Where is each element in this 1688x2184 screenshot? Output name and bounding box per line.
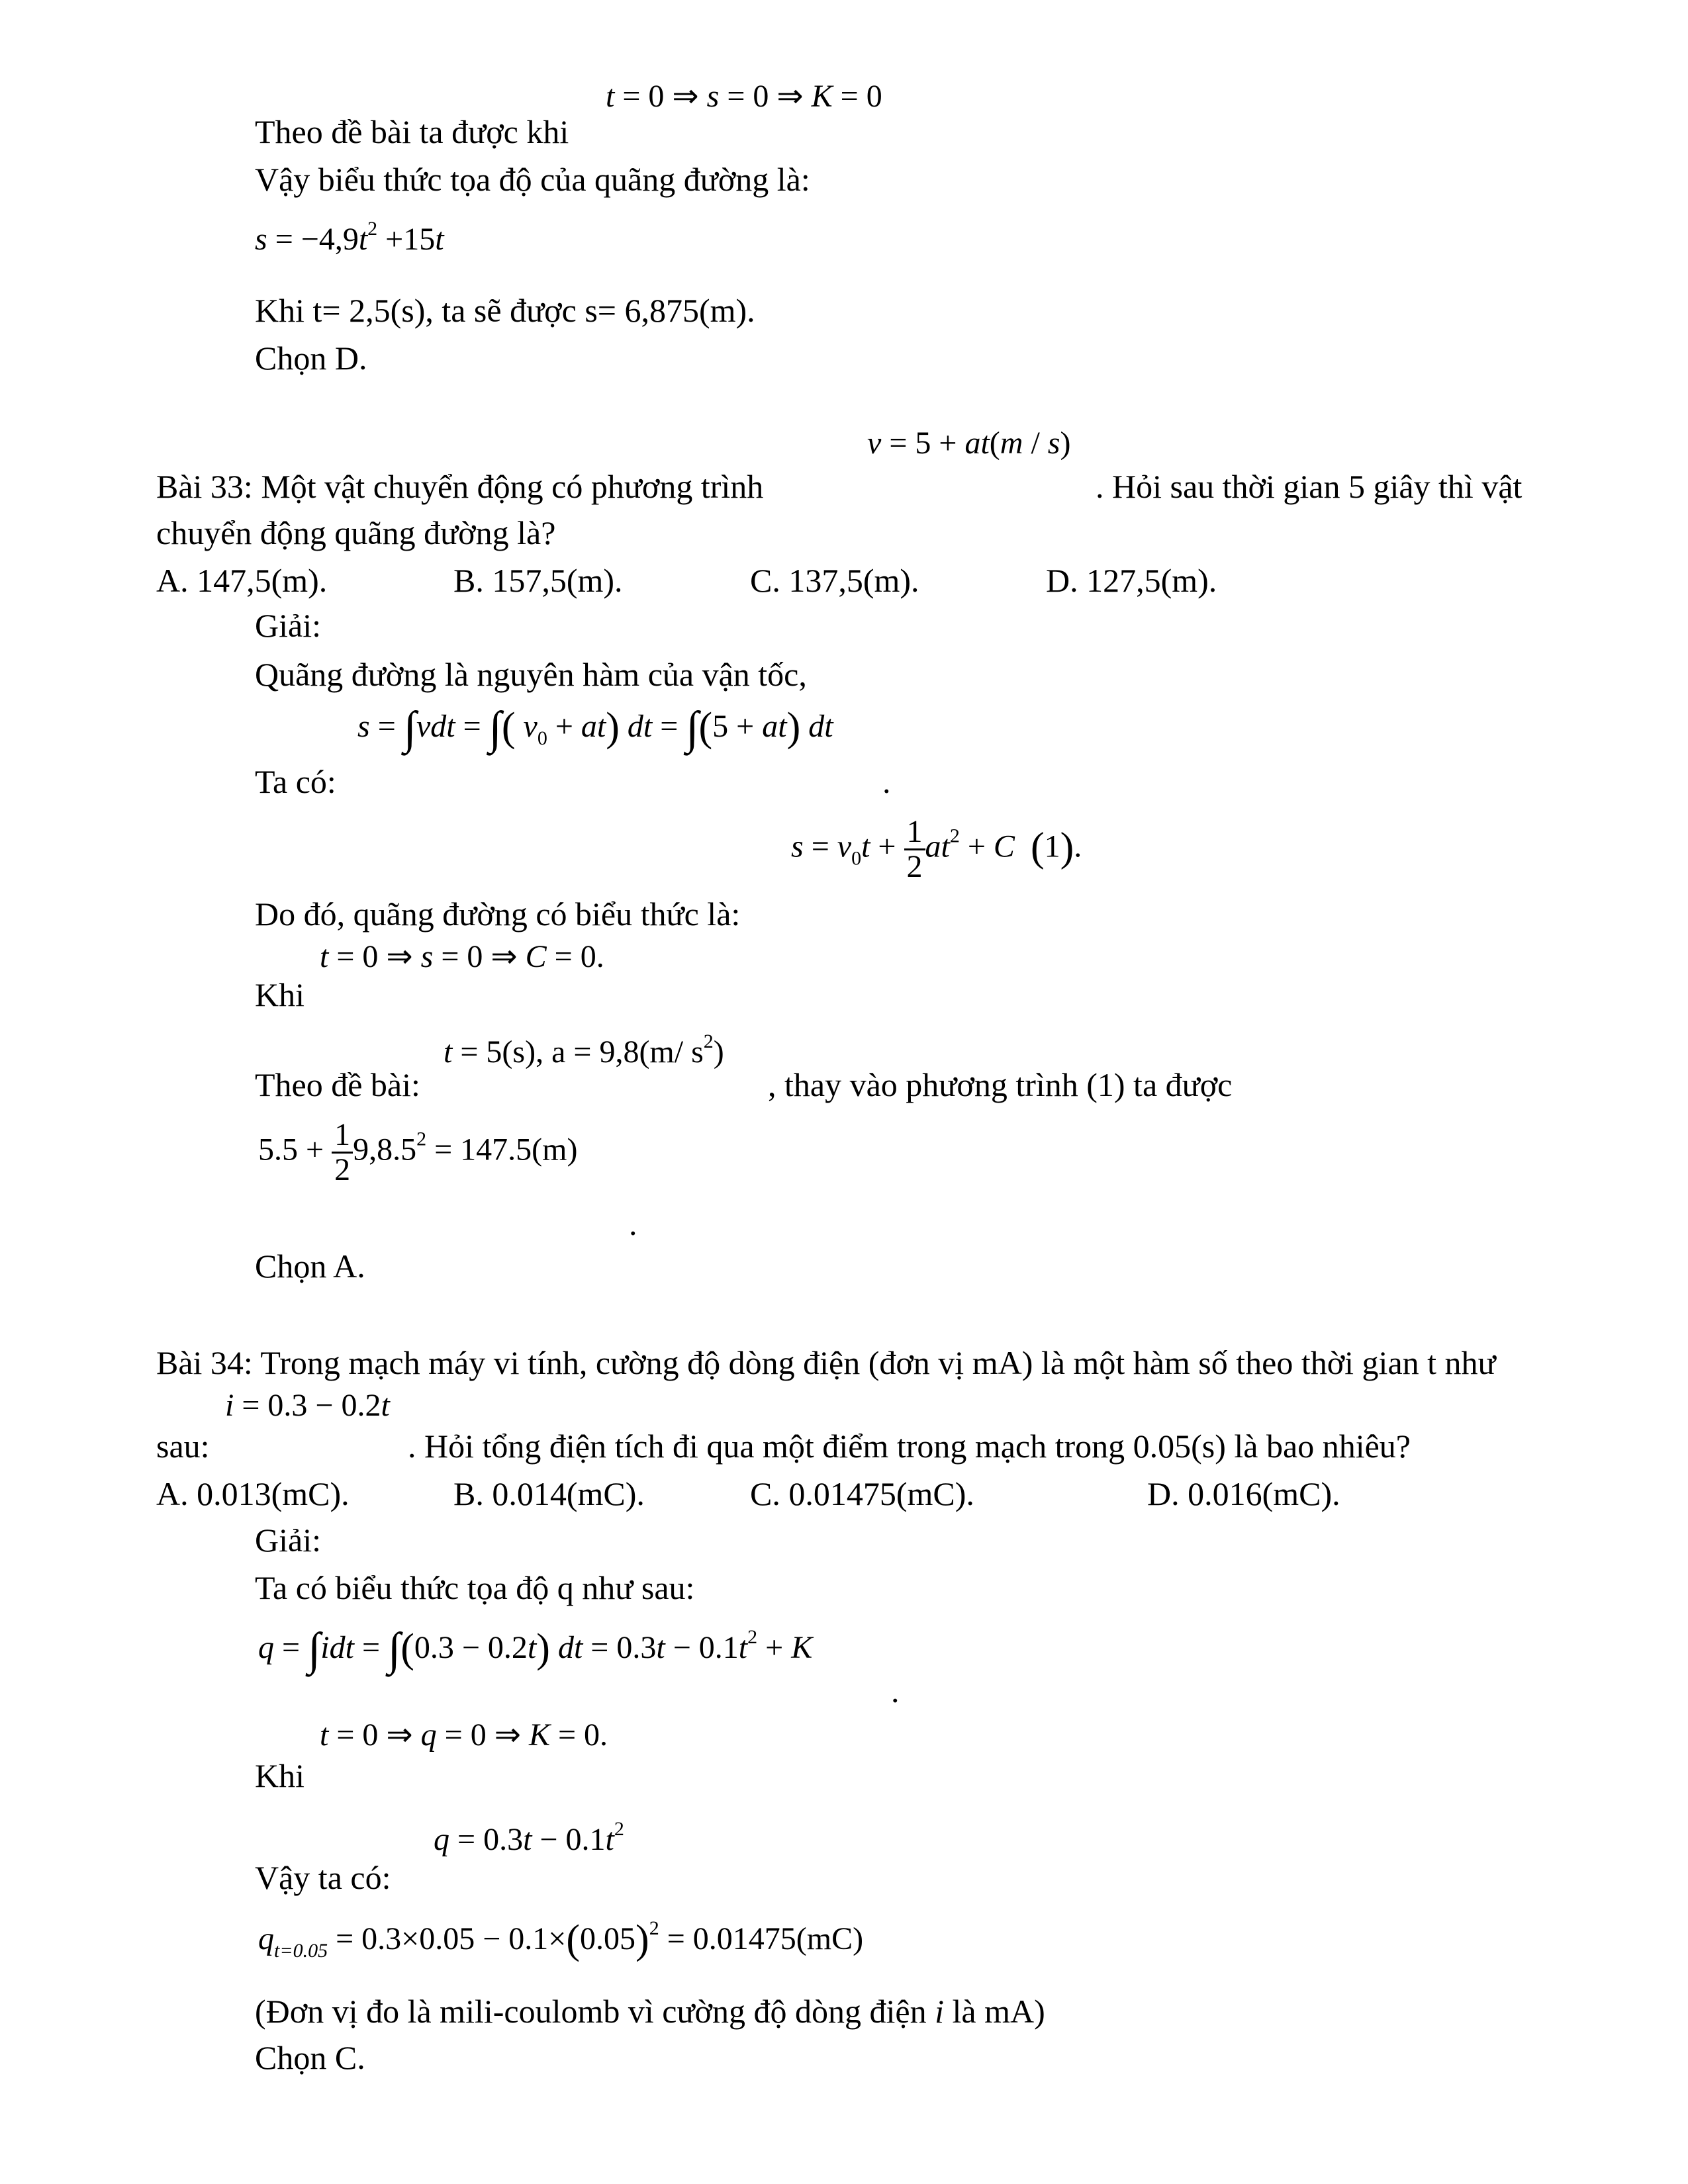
text-line: Khi xyxy=(255,976,305,1013)
formula-distance: $s = -4,9t^2 +15t$ xyxy=(255,218,444,257)
text-line: Quãng đường là nguyên hàm của vận tốc, xyxy=(255,656,807,693)
question-33-line2: chuyển động quãng đường là? xyxy=(156,514,556,551)
question-34-line2: . Hỏi tổng điện tích đi qua một điểm trong mạch trong 0.05(s) là bao nhiêu? xyxy=(408,1428,1411,1465)
option-c: C. 137,5(m). xyxy=(750,562,919,599)
question-33-part1: Bài 33: Một vật chuyển động có phương trình xyxy=(156,468,764,505)
choice-answer: Chọn D. xyxy=(255,340,367,377)
text-line: Ta có: xyxy=(255,763,336,800)
note: (Đơn vị đo là mili-coulomb vì cường độ dòng điện i là mA) xyxy=(255,1993,1045,2030)
text-line: Khi t= 2,5(s), ta sẽ được s= 6,875(m). xyxy=(255,292,755,329)
text-line: Ta có biểu thức tọa độ q như sau: xyxy=(255,1569,695,1606)
period: . xyxy=(882,763,891,800)
option-d: D. 0.016(mC). xyxy=(1147,1475,1340,1512)
choice-answer: Chọn C. xyxy=(255,2039,365,2076)
period: . xyxy=(891,1672,900,1709)
formula-velocity: v = 5 + at(m / s) xyxy=(867,426,1071,461)
text-line: Theo đề bài: xyxy=(255,1066,420,1103)
formula-initial-k: t = 0 ⇒ q = 0 ⇒ K = 0. xyxy=(320,1717,608,1752)
solution-heading: Giải: xyxy=(255,1522,321,1559)
formula-initial-condition: t = 0 ⇒ s = 0 ⇒ K = 0 xyxy=(606,79,882,114)
formula-final: $q_{t=0.05} = 0.3\times 0.05 - 0.1\times(0.05)^2 = 0.01475(mC)$ xyxy=(258,1917,864,1962)
option-d: D. 127,5(m). xyxy=(1046,562,1217,599)
option-a: A. 0.013(mC). xyxy=(156,1475,350,1512)
choice-answer: Chọn A. xyxy=(255,1248,365,1285)
option-c: C. 0.01475(mC). xyxy=(750,1475,974,1512)
formula-integral-charge: q = ∫idt = ∫(0.3 − 0.2t) dt = $0.3t - 0.1t^2 + K$ xyxy=(258,1624,813,1675)
formula-current: i = 0.3 − 0.2t xyxy=(225,1388,390,1423)
period: . xyxy=(629,1205,637,1242)
text-line: Khi xyxy=(255,1757,305,1794)
option-a: A. 147,5(m). xyxy=(156,562,328,599)
formula-charge: $q = 0.3t - 0.1t^2$ xyxy=(434,1818,624,1857)
formula-distance-general: $s = v_0t$ + $\frac{1}{2}$ $at^2 + C$ (1). xyxy=(791,814,1082,884)
question-34-line1: Bài 34: Trong mạch máy vi tính, cường độ dòng điện (đơn vị mA) là một hàm số theo thời gian t như xyxy=(156,1344,1496,1381)
text-line: Vậy biểu thức tọa độ của quãng đường là: xyxy=(255,161,810,198)
text-line: Do đó, quãng đường có biểu thức là: xyxy=(255,895,741,933)
question-34-sau: sau: xyxy=(156,1428,210,1465)
formula-integral-distance: s = ∫vdt = ∫( $v_0 + at$) dt = ∫(5 + at) dt xyxy=(357,703,833,754)
text-line: Vậy ta có: xyxy=(255,1859,391,1896)
formula-result: 5.5 + $\frac{1}{2}$ $9,8.5^2 = 147.5(m)$ xyxy=(258,1117,578,1187)
formula-initial-c: t = 0 ⇒ s = 0 ⇒ C = 0. xyxy=(320,939,604,974)
formula-given-values: t = 5(s), a = 9,8(m/ $s^2$) xyxy=(444,1030,724,1069)
text-line: , thay vào phương trình (1) ta được xyxy=(768,1066,1233,1103)
question-33-part2: . Hỏi sau thời gian 5 giây thì vật xyxy=(1096,468,1523,505)
solution-heading: Giải: xyxy=(255,607,321,644)
option-b: B. 157,5(m). xyxy=(453,562,623,599)
option-b: B. 0.014(mC). xyxy=(453,1475,645,1512)
text-line: Theo đề bài ta được khi xyxy=(255,113,569,150)
